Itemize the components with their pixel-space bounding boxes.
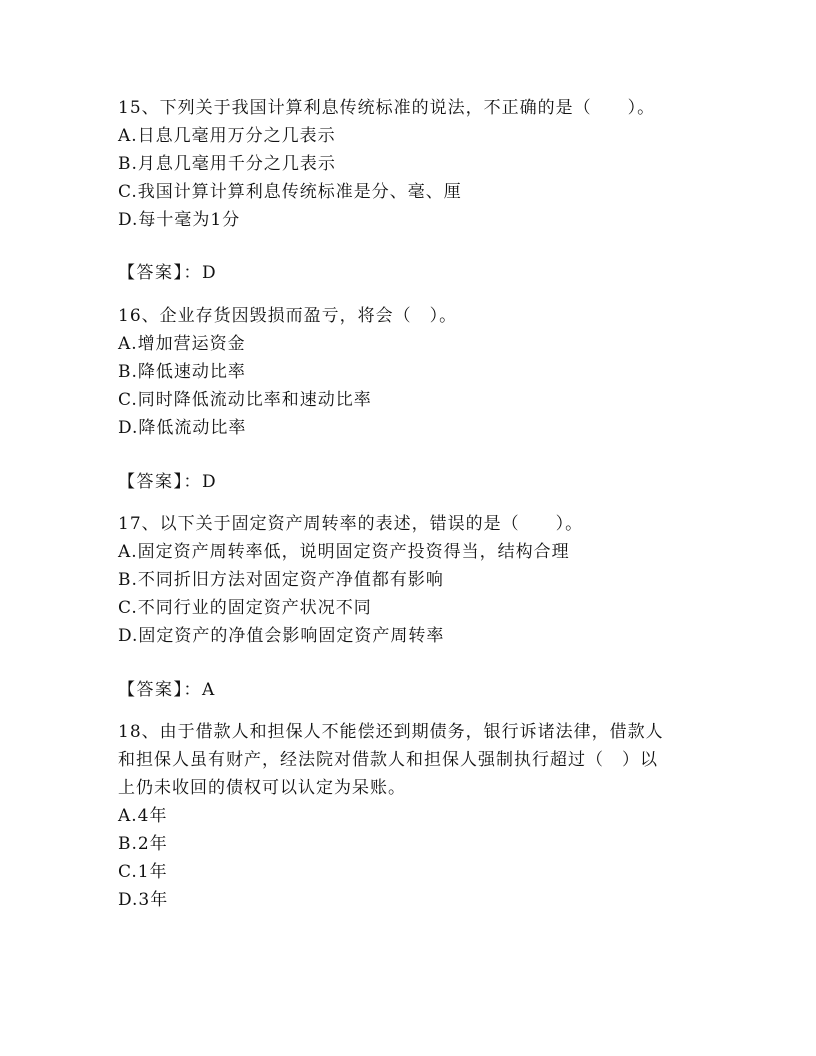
- question-15-option-b: B.月息几毫用千分之几表示: [118, 154, 336, 174]
- question-17-option-b: B.不同折旧方法对固定资产净值都有影响: [118, 570, 444, 590]
- question-17-stem: 17、以下关于固定资产周转率的表述，错误的是（ ）。: [118, 514, 584, 534]
- question-17-option-c: C.不同行业的固定资产状况不同: [118, 598, 372, 618]
- question-17-answer: 【答案】：A: [118, 680, 216, 700]
- question-16-stem: 16、企业存货因毁损而盈亏，将会（ ）。: [118, 306, 458, 326]
- question-18-stem-line-2: 和担保人虽有财产，经法院对借款人和担保人强制执行超过（ ）以: [118, 750, 658, 770]
- question-15-answer: 【答案】：D: [118, 263, 218, 283]
- question-16-option-c: C.同时降低流动比率和速动比率: [118, 390, 372, 410]
- question-16-option-a: A.增加营运资金: [118, 334, 246, 354]
- question-15-option-d: D.每十毫为1分: [118, 210, 241, 230]
- question-15-option-a: A.日息几毫用万分之几表示: [118, 126, 336, 146]
- question-18-stem-line-1: 18、由于借款人和担保人不能偿还到期债务，银行诉诸法律，借款人: [118, 722, 664, 742]
- question-15-option-c: C.我国计算计算利息传统标准是分、毫、厘: [118, 182, 462, 202]
- question-18-stem-line-3: 上仍未收回的债权可以认定为呆账。: [118, 778, 406, 798]
- question-17-option-a: A.固定资产周转率低，说明固定资产投资得当，结构合理: [118, 542, 570, 562]
- question-17-option-d: D.固定资产的净值会影响固定资产周转率: [118, 626, 445, 646]
- question-16-option-d: D.降低流动比率: [118, 418, 247, 438]
- question-16-option-b: B.降低速动比率: [118, 362, 246, 382]
- question-16-answer: 【答案】：D: [118, 472, 218, 492]
- question-18-option-c: C.1年: [118, 862, 168, 882]
- question-18-option-b: B.2年: [118, 834, 168, 854]
- question-18-option-a: A.4年: [118, 806, 168, 826]
- question-15-stem: 15、下列关于我国计算利息传统标准的说法，不正确的是（ ）。: [118, 98, 656, 118]
- question-18-option-d: D.3年: [118, 890, 169, 910]
